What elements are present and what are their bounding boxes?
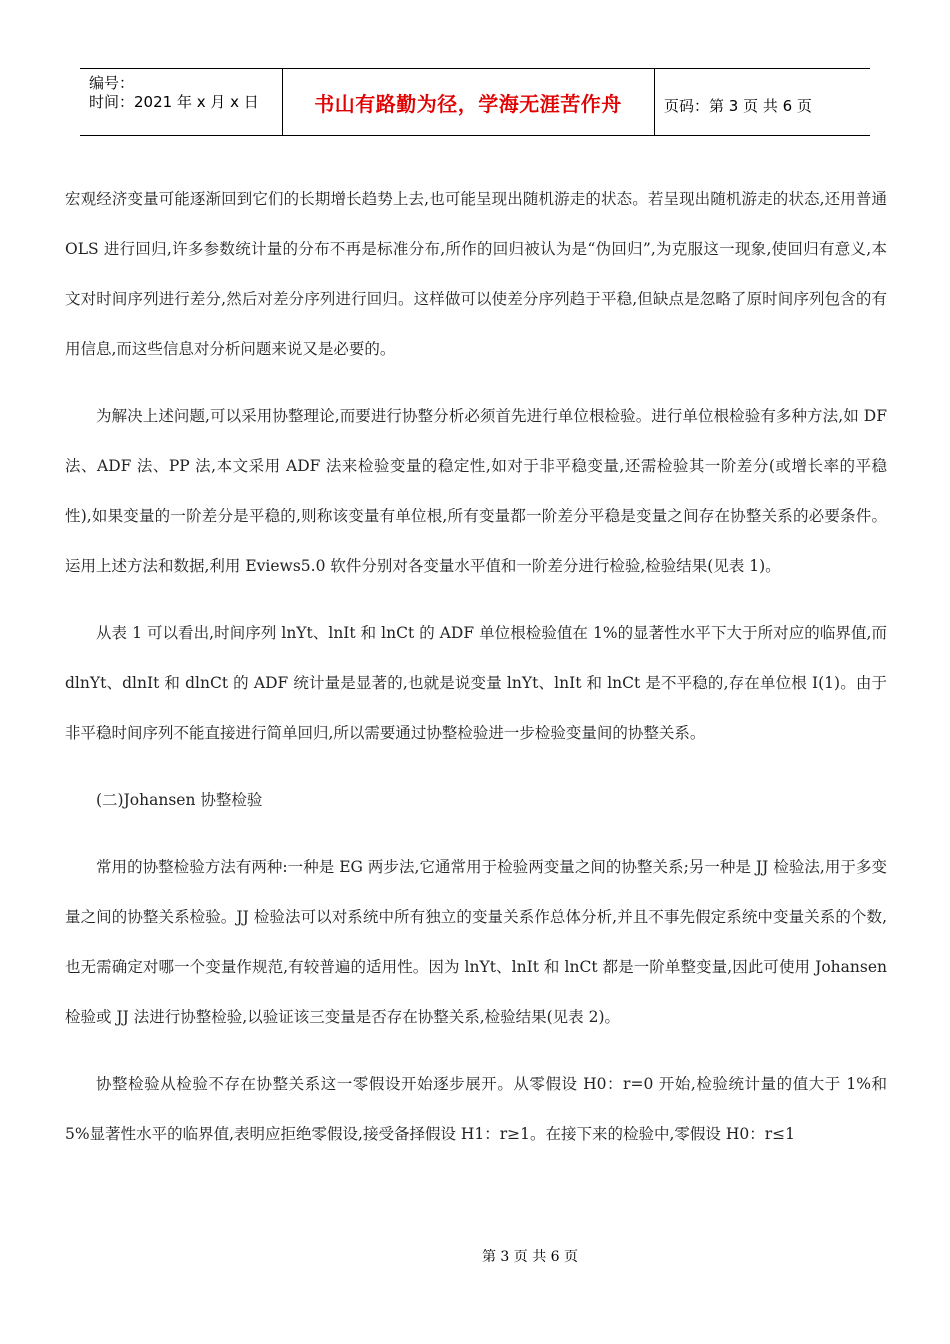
paragraph-2: 为解决上述问题,可以采用协整理论,而要进行协整分析必须首先进行单位根检验。进行单位根检验有多种方法,如 DF 法、ADF 法、PP 法,本文采用 ADF 法来检验变量的稳定性,如对于非平稳变量,还需检验其一阶差分(或增长率的平稳性),如果变量的一阶差分是平稳的,则称该变量有单位根,所有变量都一阶差分平稳是变量之间存在协整关系的必要条件。运用上述方法和数据,利用 Eviews5.0 软件分别对各变量水平值和一阶差分进行检验,检验结果(见表 1)。 bbox=[65, 407, 887, 575]
paragraph-5: 协整检验从检验不存在协整关系这一零假设开始逐步展开。从零假设 H0：r=0 开始,检验统计量的值大于 1%和 5%显著性水平的临界值,表明应拒绝零假设,接受备择假设 H1：r≥1。在接下来的检验中,零假设 H0：r≤1 bbox=[65, 1075, 887, 1143]
document-date-label: 时间：2021 年 x 月 x 日 bbox=[89, 93, 259, 111]
document-body bbox=[65, 174, 887, 1176]
header-motto: 书山有路勤为径，学海无涯苦作舟 bbox=[282, 69, 655, 135]
section-heading: (二)Johansen 协整检验 bbox=[96, 791, 263, 809]
page-footer bbox=[0, 1246, 950, 1266]
document-number-label: 编号： bbox=[89, 74, 135, 92]
paragraph-1: 宏观经济变量可能逐渐回到它们的长期增长趋势上去,也可能呈现出随机游走的状态。若呈现出随机游走的状态,还用普通 OLS 进行回归,许多参数统计量的分布不再是标准分布,所作的回归被认为是“伪回归”,为克服这一现象,使回归有意义,本文对时间序列进行差分,然后对差分序列进行回归。这样做可以使差分序列趋于平稳,但缺点是忽略了原时间序列包含的有用信息,而这些信息对分析问题来说又是必要的。 bbox=[65, 190, 887, 358]
page-header bbox=[80, 68, 870, 136]
paragraph-3: 从表 1 可以看出,时间序列 lnYt、lnIt 和 lnCt 的 ADF 单位根检验值在 1%的显著性水平下大于所对应的临界值,而 dlnYt、dlnIt 和 dlnCt 的 ADF 统计量是显著的,也就是说变量 lnYt、lnIt 和 lnCt 是不平稳的,存在单位根 I(1)。由于非平稳时间序列不能直接进行简单回归,所以需要通过协整检验进一步检验变量间的协整关系。 bbox=[65, 624, 887, 742]
header-page-number: 页码：第 3 页 共 6 页 bbox=[664, 97, 812, 115]
paragraph-4: 常用的协整检验方法有两种:一种是 EG 两步法,它通常用于检验两变量之间的协整关系;另一种是 JJ 检验法,用于多变量之间的协整关系检验。JJ 检验法可以对系统中所有独立的变量关系作总体分析,并且不事先假定系统中变量关系的个数,也无需确定对哪一个变量作规范,有较普遍的适用性。因为 lnYt、lnIt 和 lnCt 都是一阶单整变量,因此可使用 Johansen 检验或 JJ 法进行协整检验,以验证该三变量是否存在协整关系,检验结果(见表 2)。 bbox=[65, 858, 887, 1026]
footer-page-number: 第 3 页 共 6 页 bbox=[481, 1249, 579, 1265]
header-info-cell bbox=[80, 69, 283, 135]
